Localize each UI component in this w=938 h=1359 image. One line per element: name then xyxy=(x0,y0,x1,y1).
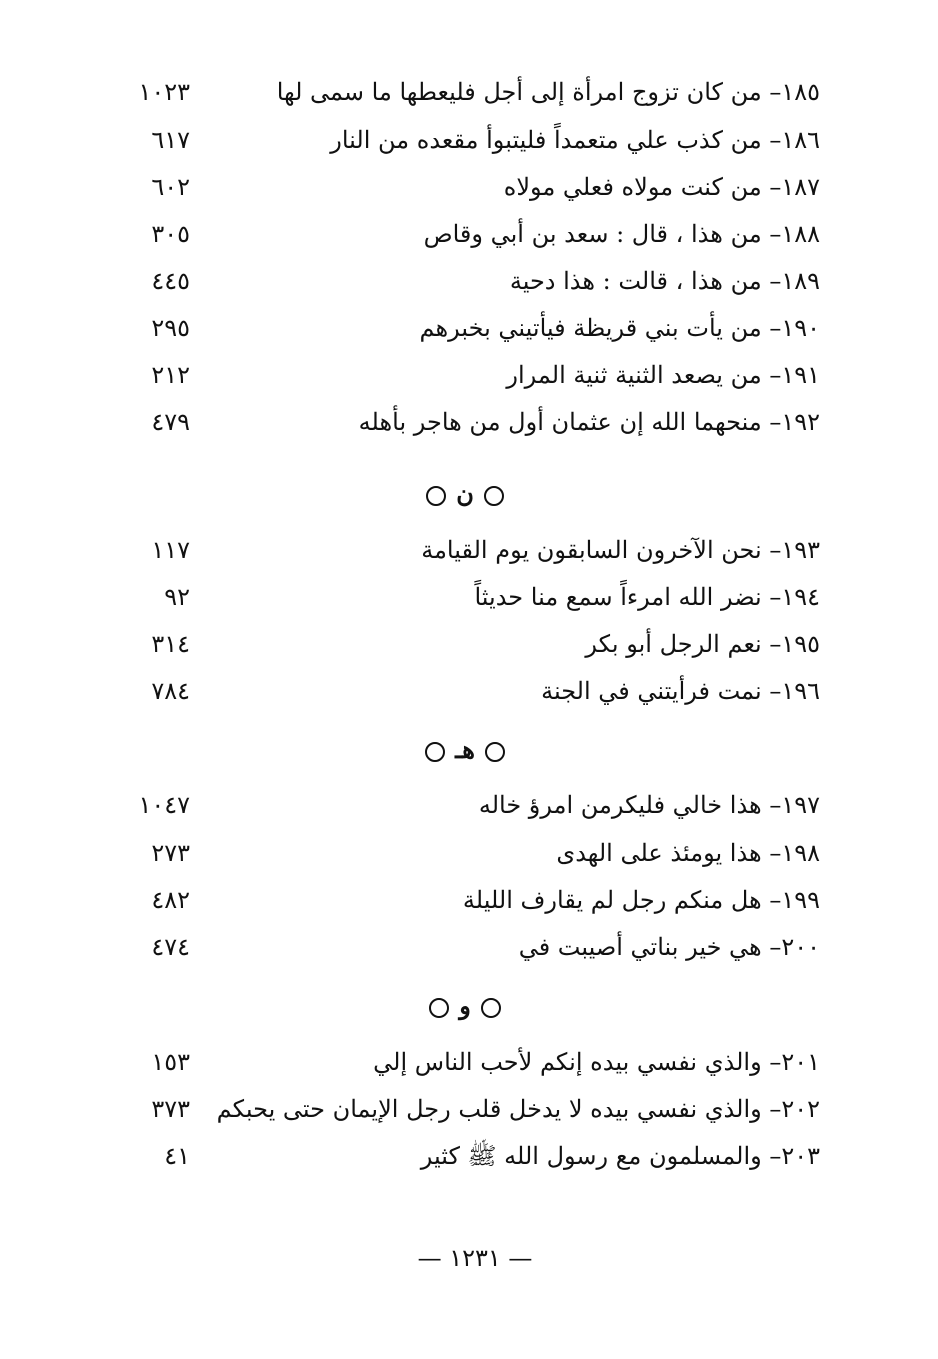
entry-text: ١٩٧– هذا خالي فليكرمن امرؤ خاله xyxy=(478,791,820,819)
entry-text: ١٩٦– نمت فرأيتني في الجنة xyxy=(541,677,820,705)
circle-ornament-icon xyxy=(426,486,446,506)
circle-ornament-icon xyxy=(481,998,501,1018)
entry-page-number: ٦٠٢ xyxy=(151,173,190,201)
entry-text: ١٩٨– هذا يومئذ على الهدى xyxy=(556,839,820,867)
circle-ornament-icon xyxy=(425,742,445,762)
circle-ornament-icon xyxy=(485,742,505,762)
section-letter: ن xyxy=(456,479,474,508)
section-heading-ha xyxy=(380,730,550,770)
entry-text: ١٩٣– نحن الآخرون السابقون يوم القيامة xyxy=(421,536,820,564)
index-entry-187 xyxy=(110,167,820,207)
index-entry-200 xyxy=(110,927,820,967)
index-entry-190 xyxy=(110,308,820,348)
entry-text: ٢٠٣– والمسلمون مع رسول الله ﷺ كثير xyxy=(420,1142,820,1170)
entry-page-number: ٢٧٣ xyxy=(151,839,190,867)
entry-text: ١٨٥– من كان تزوج امرأة إلى أجل فليعطها ما سمى لها xyxy=(276,78,820,106)
entry-text: ١٩٢– منحهما الله إن عثمان أول من هاجر بأهله xyxy=(358,408,820,436)
entry-page-number: ٣٧٣ xyxy=(151,1095,190,1123)
entry-page-number: ٣٠٥ xyxy=(151,220,190,248)
entry-page-number: ٧٨٤ xyxy=(151,677,190,705)
entry-page-number: ١٠٤٧ xyxy=(138,791,190,819)
entry-text: ١٩٠– من يأت بني قريظة فيأتيني بخبرهم xyxy=(419,314,820,342)
entry-text: ١٨٨– من هذا ، قال : سعد بن أبي وقاص xyxy=(423,220,820,248)
entry-page-number: ٤٨٢ xyxy=(151,886,190,914)
entry-page-number: ٤١ xyxy=(164,1142,190,1170)
entry-page-number: ٤٧٤ xyxy=(151,933,190,961)
entry-page-number: ٢٩٥ xyxy=(151,314,190,342)
entry-text: ١٩٩– هل منكم رجل لم يقارف الليلة xyxy=(462,886,820,914)
entry-page-number: ١٥٣ xyxy=(151,1048,190,1076)
entry-text: ١٩١– من يصعد الثنية ثنية المرار xyxy=(506,361,820,389)
entry-page-number: ١١٧ xyxy=(151,536,190,564)
entry-text: ١٨٦– من كذب علي متعمداً فليتبوأ مقعده من النار xyxy=(330,126,820,154)
index-entry-195 xyxy=(110,624,820,664)
entry-page-number: ١٠٢٣ xyxy=(138,78,190,106)
index-entry-198 xyxy=(110,833,820,873)
entry-text: ٢٠٠– هي خير بناتي أصيبت في xyxy=(518,933,820,961)
entry-text: ١٩٤– نضر الله امرءاً سمع منا حديثاً xyxy=(474,583,820,611)
index-entry-196 xyxy=(110,671,820,711)
index-entry-188 xyxy=(110,214,820,254)
entry-text: ١٩٥– نعم الرجل أبو بكر xyxy=(585,630,820,658)
index-entry-202 xyxy=(110,1089,820,1129)
index-entry-199 xyxy=(110,880,820,920)
index-entry-185 xyxy=(110,72,820,112)
index-entry-192 xyxy=(110,402,820,442)
entry-text: ١٨٩– من هذا ، قالت : هذا دحية xyxy=(509,267,820,295)
entry-text: ٢٠٢– والذي نفسي بيده لا يدخل قلب رجل الإيمان حتى يحبكم xyxy=(216,1095,820,1123)
index-entry-203 xyxy=(110,1136,820,1176)
section-letter: هـ xyxy=(455,735,475,764)
footer-page-number: — ١٢٣١ — xyxy=(417,1244,533,1272)
circle-ornament-icon xyxy=(484,486,504,506)
entry-page-number: ٣١٤ xyxy=(151,630,190,658)
entry-text: ٢٠١– والذي نفسي بيده إنكم لأحب الناس إلي xyxy=(373,1048,820,1076)
entry-page-number: ٩٢ xyxy=(164,583,190,611)
index-entry-186 xyxy=(110,120,820,160)
entry-text: ١٨٧– من كنت مولاه فعلي مولاه xyxy=(503,173,820,201)
section-heading-nun xyxy=(380,474,550,514)
index-entry-201 xyxy=(110,1042,820,1082)
entry-page-number: ٦١٧ xyxy=(151,126,190,154)
index-entry-193 xyxy=(110,530,820,570)
index-entry-191 xyxy=(110,355,820,395)
index-entry-197 xyxy=(110,785,820,825)
circle-ornament-icon xyxy=(429,998,449,1018)
index-entry-189 xyxy=(110,261,820,301)
entry-page-number: ٤٧٩ xyxy=(151,408,190,436)
section-letter: و xyxy=(459,991,471,1020)
entry-page-number: ٤٤٥ xyxy=(151,267,190,295)
section-heading-waw xyxy=(380,986,550,1026)
entry-page-number: ٢١٢ xyxy=(151,361,190,389)
index-entry-194 xyxy=(110,577,820,617)
